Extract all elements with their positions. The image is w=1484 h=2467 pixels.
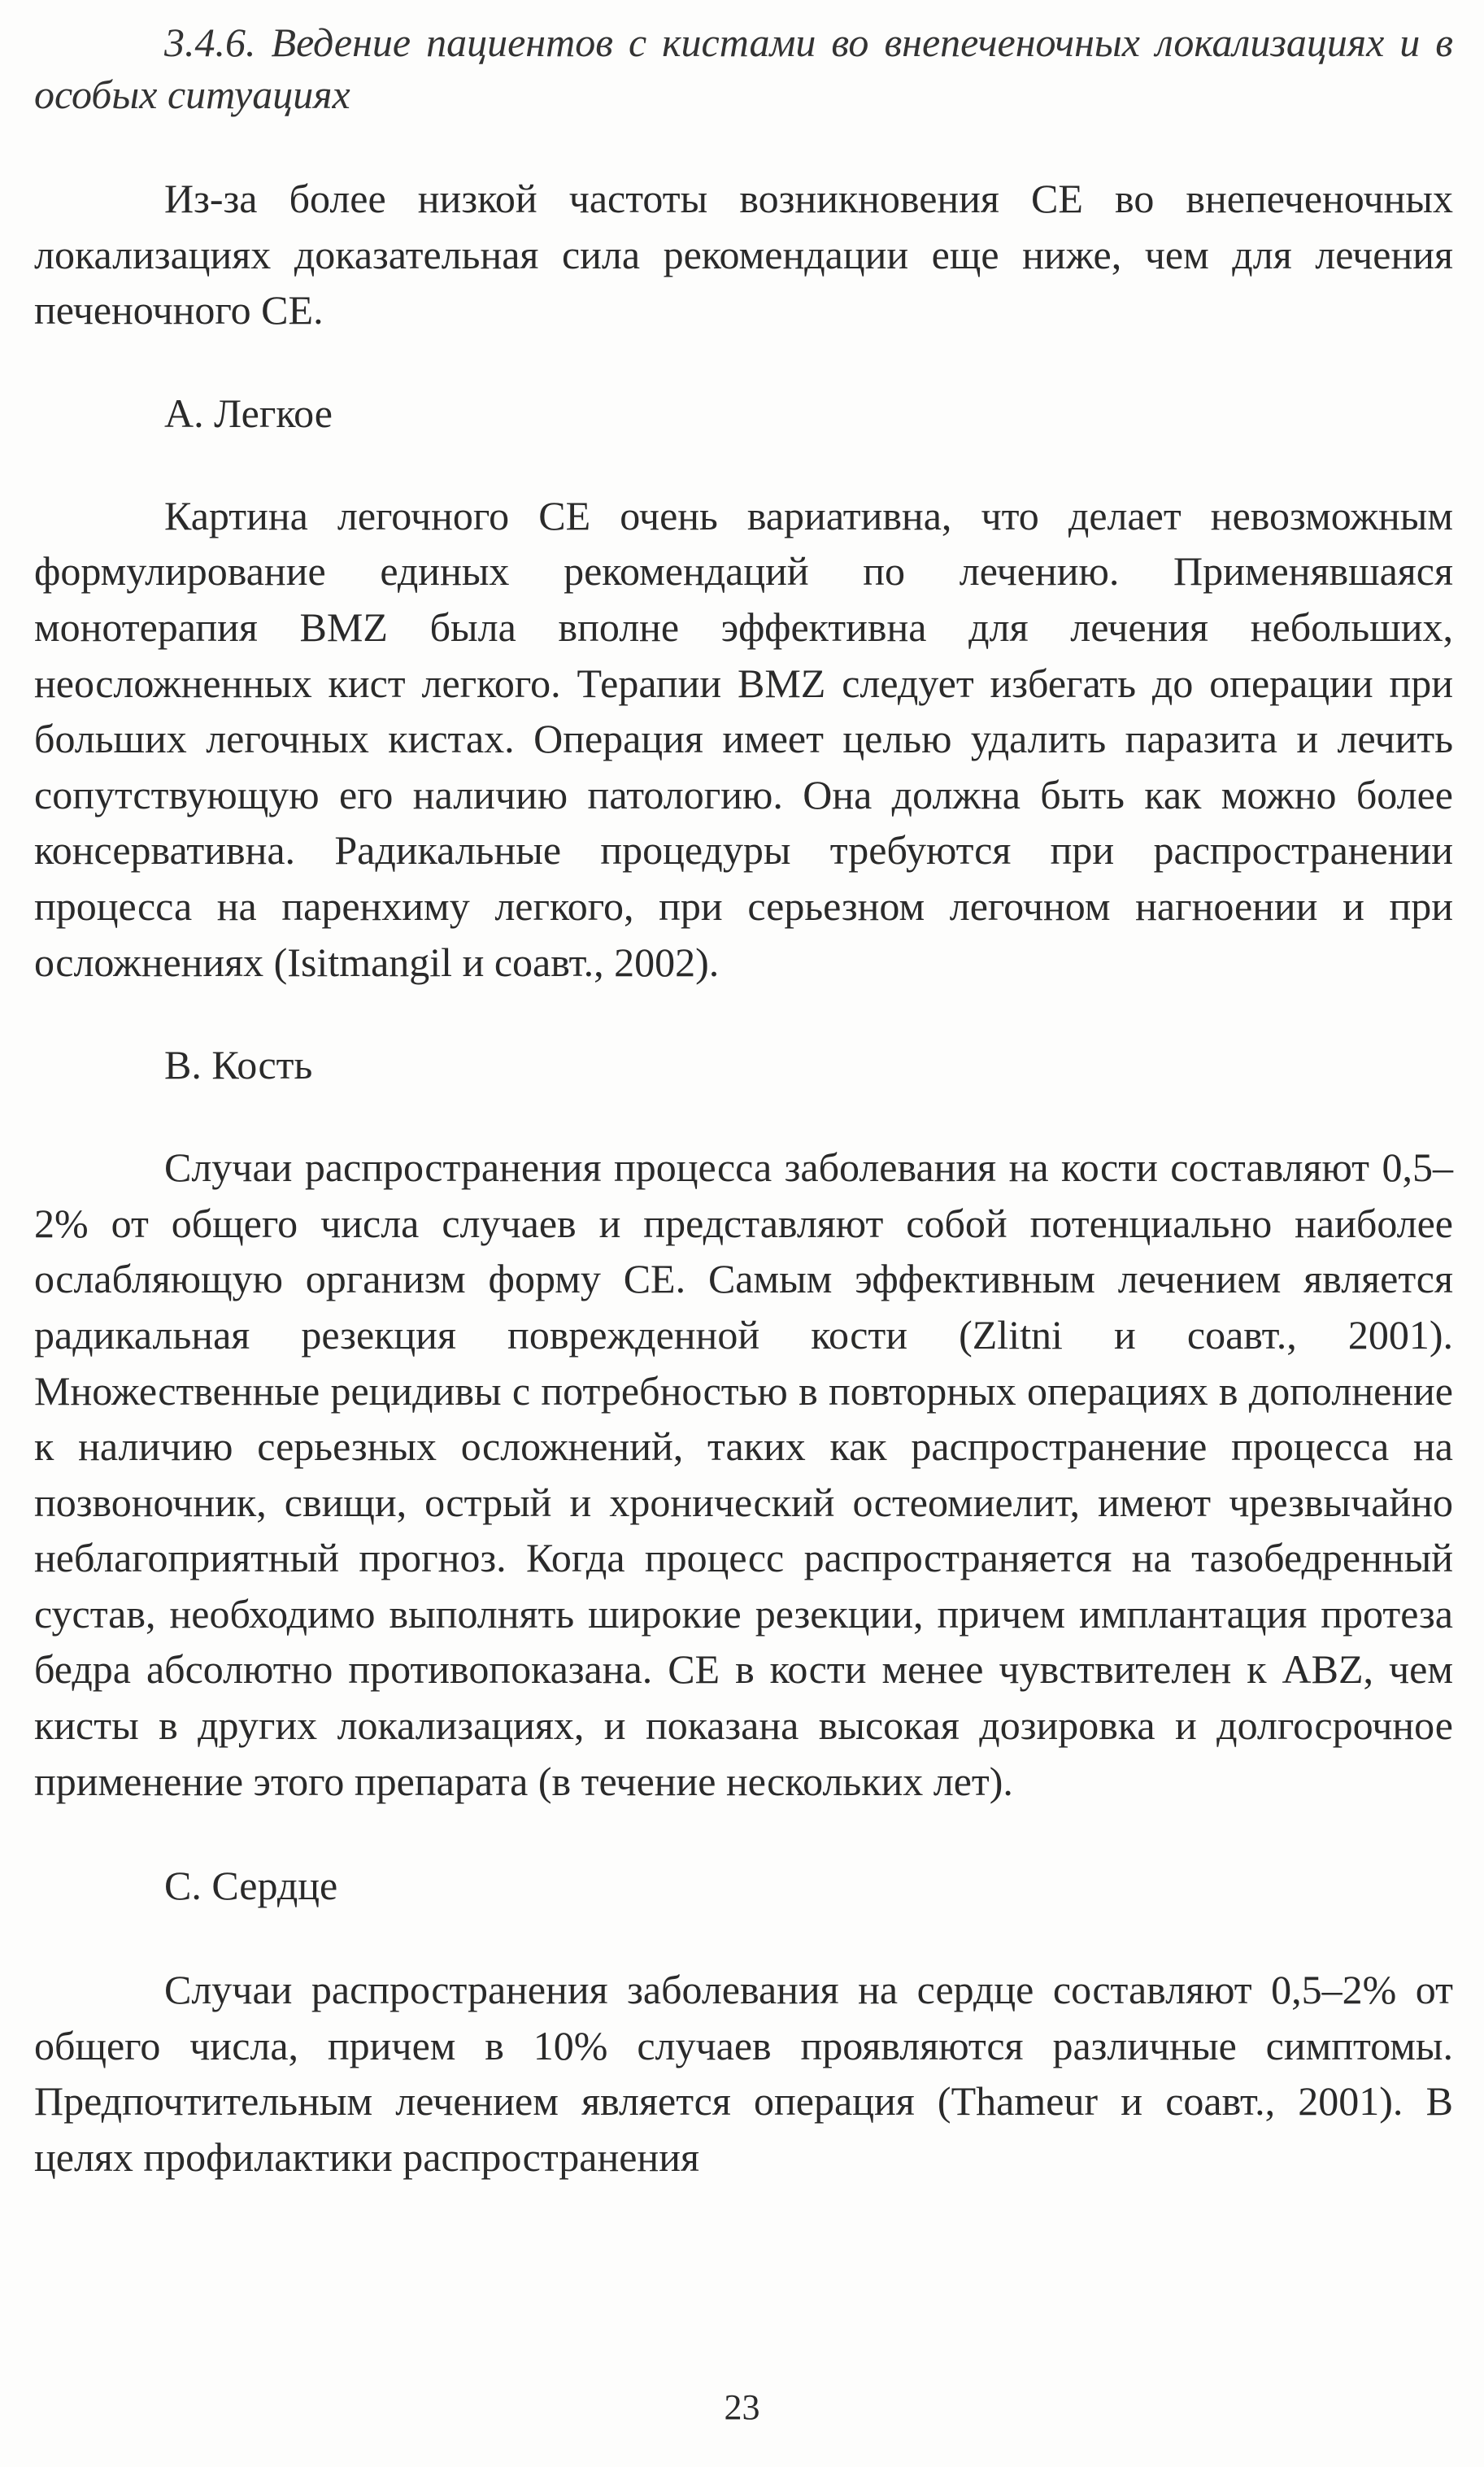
spacer — [34, 120, 1453, 171]
heart-heading: С. Сердце — [164, 1863, 338, 1909]
heart-paragraph: Случаи распространения заболевания на сердце составляют 0,5–2% от общего числа, причем в 10% случаев проявляются различные симптомы. Предпочтительным лечением является операция (Thameur и соавт., 2001). В целях профилактики распространения — [34, 1967, 1453, 2181]
lung-paragraph: Картина легочного СЕ очень вариативна, что делает невозможным формулирование единых рекомендаций по лечению. Применявшаяся монотерапия BMZ была вполне эффективна для лечения небольших, неосложненных кист легкого. Терапии BMZ следует избегать до операции при больших легочных кистах. Операция имеет целью удалить паразита и лечить сопутствующую его наличию патологию. Она должна быть как можно более консервативна. Радикальные процедуры требуются при распространении процесса на паренхиму легкого, при серьезном легочном нагноении и при осложнениях (Isitmangil и соавт., 2002). — [34, 492, 1453, 985]
intro-paragraph: Из-за более низкой частоты возникновения СЕ во внепеченочных локализациях доказательная сила рекомендации еще ниже, чем для лечения печеночного СЕ. — [34, 176, 1453, 333]
spacer — [34, 338, 1453, 386]
spacer — [34, 1092, 1453, 1140]
bone-paragraph: Случаи распространения процесса заболевания на кости составляют 0,5–2% от общего числа случаев и представляют собой потенциально наиболее ослабляющую организм форму СЕ. Самым эффективным лечением является радикальная резекция поврежденной кости (Zlitni и соавт., 2001). Множественные рецидивы с потребностью в повторных операциях в дополнение к наличию серьезных осложнений, таких как распространение процесса на позвоночник, свищи, острый и хронический остеомиелит, имеют чрезвычайно неблагоприятный прогноз. Когда процесс распространяется на тазобедренный сустав, необходимо выполнять широкие резекции, причем имплантация протеза бедра абсолютно противопоказана. СЕ в кости менее чувствителен к ABZ, чем кисты в других локализациях, и показана высокая дозировка и долгосрочное применение этого препарата (в течение нескольких лет). — [34, 1144, 1453, 1804]
section-title: 3.4.6. Ведение пациентов с кистами во внепеченочных локализациях и в особых ситуациях — [34, 20, 1453, 117]
spacer — [34, 1913, 1453, 1962]
page-number: 23 — [724, 2387, 760, 2427]
text-column — [34, 16, 1453, 2186]
bone-heading: В. Кость — [164, 1042, 313, 1088]
lung-heading: А. Легкое — [164, 390, 333, 436]
spacer — [34, 990, 1453, 1037]
spacer — [34, 441, 1453, 488]
spacer — [34, 1809, 1453, 1858]
